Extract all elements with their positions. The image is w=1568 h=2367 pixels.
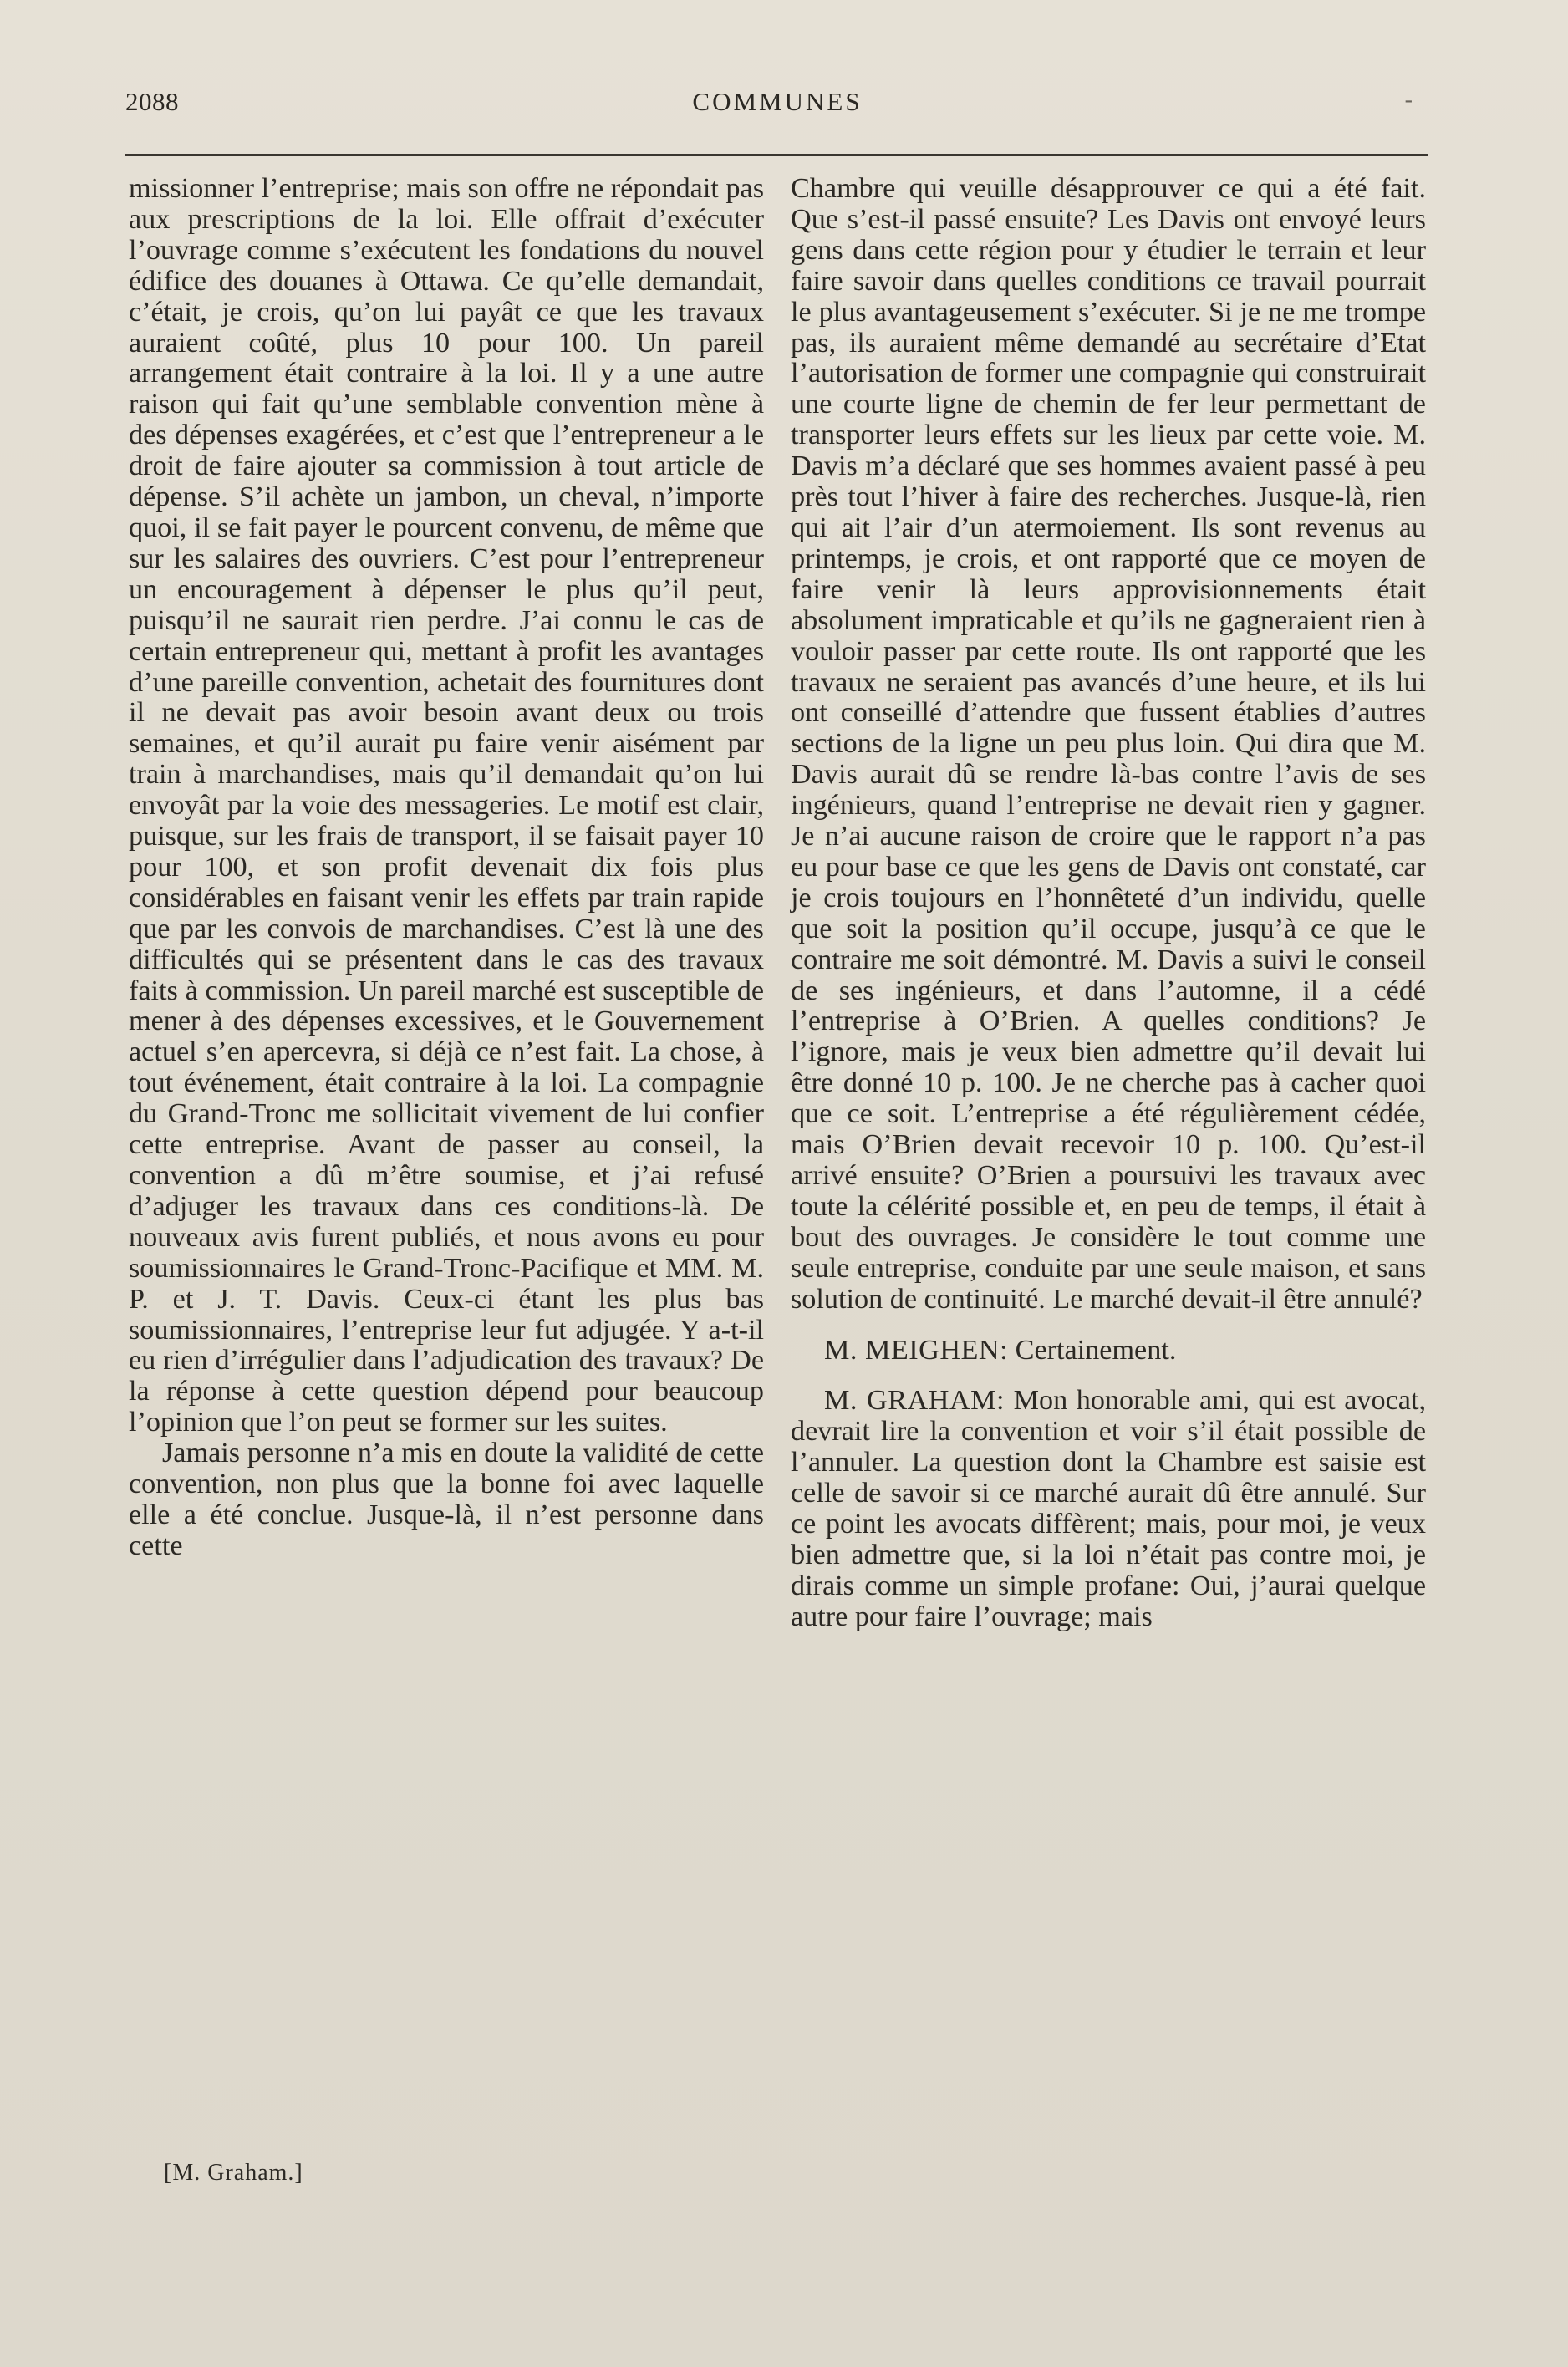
header-rule — [125, 154, 1428, 156]
left-paragraph-1: missionner l’entreprise; mais son offre ne répondait pas aux prescriptions de la loi. Elle offrait d’exécuter l’ouvrage comme s’exécutent les fondations du nouvel édifice des douanes à Ottawa. Ce qu’elle demandait, c’était, je crois, qu’on lui payât ce que les travaux auraient coûté, plus 10 pour 100. Un pareil arrangement était contraire à la loi. Il y a une autre raison qui fait qu’une semblable convention mène à des dépenses exagérées, et c’est que l’entrepreneur a le droit de faire ajouter sa commission à tout article de dépense. S’il achète un jambon, un cheval, n’importe quoi, il se fait payer le pourcent convenu, de même que sur les salaires des ouvriers. C’est pour l’entrepreneur un encouragement à dépenser le plus qu’il peut, puisqu’il ne saurait rien perdre. J’ai connu le cas de certain entrepreneur qui, mettant à profit les avantages d’une pareille convention, achetait des fournitures dont il ne devait pas avoir besoin avant deux ou trois semaines, et qu’il aurait pu faire venir aisément par train à marchandises, mais qu’il demandait qu’on lui envoyât par la voie des messageries. Le motif est clair, puisque, sur les frais de transport, il se faisait payer 10 pour 100, et son profit devenait dix fois plus considérables en faisant venir les effets par train rapide que par les convois de marchandises. C’est là une des difficultés qui se présentent dans le cas des travaux faits à commission. Un pareil marché est susceptible de mener à des dépenses excessives, et le Gouvernement actuel s’en apercevra, si déjà ce n’est fait. La chose, à tout événement, était contraire à la loi. La compagnie du Grand-Tronc me sollicitait vivement de lui confier cette entreprise. Avant de passer au conseil, la convention a dû m’être soumise, et j’ai refusé d’adjuger les travaux dans ces conditions-là. De nouveaux avis furent publiés, et nous avons eu pour soumissionnaires le Grand-Tronc-Pacifique et MM. M. P. et J. T. Davis. Ceux-ci étant les plus bas soumissionnaires, l’entreprise leur fut adjugée. Y a-t-il eu rien d’irrégulier dans l’adjudication des travaux? De la réponse à cette question dépend pour beaucoup l’opinion que l’on peut se former sur les suites. — [129, 173, 764, 1438]
speech-meighen-text: Certainement. — [1015, 1334, 1177, 1366]
right-column — [791, 174, 1426, 1633]
speech-meighen — [791, 1336, 1426, 1367]
page-number: 2088 — [125, 87, 179, 116]
speaker-meighen: M. MEIGHEN: — [824, 1334, 1009, 1366]
left-column — [129, 174, 764, 1562]
speaker-graham: M. GRAHAM: — [824, 1385, 1005, 1417]
speech-graham-text: Mon honorable ami, qui est avocat, devrait lire la convention et voir s’il était possible de l’annuler. La question dont la Chambre est saisie est celle de savoir si ce marché aurait dû être annulé. Sur ce point les avocats diffèrent; mais, pour moi, je veux bien admettre que, si la loi n’était pas contre moi, je dirais comme un simple profane: Oui, j’aurai quelque autre pour faire l’ouvrage; mais — [791, 1385, 1427, 1632]
right-paragraph-1: Chambre qui veuille désapprouver ce qui a été fait. Que s’est-il passé ensuite? Les Davis ont envoyé leurs gens dans cette région pour y étudier le terrain et leur faire savoir dans quelles conditions ce travail pourrait le plus avantageusement s’exécuter. Si je ne me trompe pas, ils auraient même demandé au secrétaire d’Etat l’autorisation de former une compagnie qui construirait une courte ligne de chemin de fer leur permettant de transporter leurs effets sur les lieux par cette voie. M. Davis m’a déclaré que ses hommes avaient passé à peu près tout l’hiver à faire des recherches. Jusque-là, rien qui ait l’air d’un atermoiement. Ils sont revenus au printemps, je crois, et ont rapporté que ce moyen de faire venir là leurs approvisionnements était absolument impraticable et qu’ils ne gagneraient rien à vouloir passer par cette route. Ils ont rapporté que les travaux ne seraient pas avancés d’une heure, et ils lui ont conseillé d’attendre que fussent établies d’autres sections de la ligne un peu plus loin. Qui dira que M. Davis aurait dû se rendre là-bas contre l’avis de ses ingénieurs, quand l’entreprise ne devait rien y gagner. Je n’ai aucune raison de croire que le rapport n’a pas eu pour base ce que les gens de Davis ont constaté, car je crois toujours en l’honnêteté d’un individu, quelle que soit la position qu’il occupe, jusqu’à ce que le contraire me soit démontré. M. Davis a suivi le conseil de ses ingénieurs, et dans l’automne, il a cédé l’entreprise à O’Brien. A quelles conditions? Je l’ignore, mais je veux bien admettre qu’il devait lui être donné 10 p. 100. Je ne cherche pas à cacher quoi que ce soit. L’entreprise a été régulièrement cédée, mais O’Brien devait recevoir 10 p. 100. Qu’est-il arrivé ensuite? O’Brien a poursuivi les travaux avec toute la célérité possible et, en peu de temps, il était à bout des ouvrages. Je considère le tout comme une seule entreprise, conduite par une seule maison, et sans solution de continuité. Le marché devait-il être annulé? — [791, 173, 1426, 1315]
header-dash: - — [1404, 87, 1413, 113]
speech-graham — [791, 1386, 1426, 1632]
running-title: COMMUNES — [692, 87, 863, 116]
speaker-attribution: [M. Graham.] — [164, 2160, 303, 2186]
page-header — [125, 87, 1429, 129]
left-paragraph-2: Jamais personne n’a mis en doute la validité de cette convention, non plus que la bonne foi avec laquelle elle a été conclue. Jusque-là, il n’est personne dans cette — [129, 1438, 764, 1561]
